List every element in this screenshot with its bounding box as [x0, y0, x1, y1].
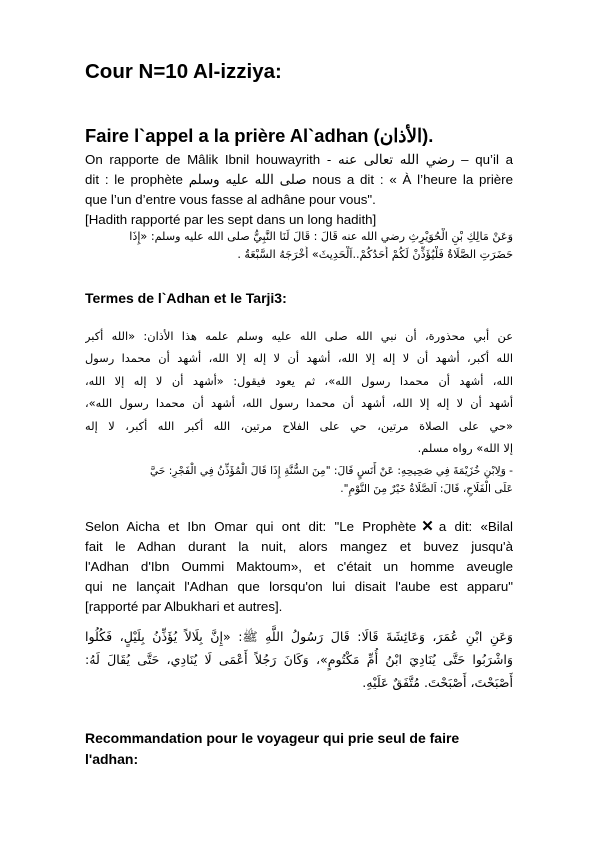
arabic-line: - وَلِابْنِ خُزَيْمَةَ فِي صَحِيحِهِ: عَنْ أَنَسٍ قَالَ: "مِنَ السُّنَّةِ إِذَا قَالَ الْمُؤَذِّنُ فِي الْفَجْرِ: حَيَّ: [149, 465, 513, 477]
arabic-line: الله أكبر، أشهد أن لا إله إلا الله، أشهد أن لا إله إلا الله، أشهد أن محمدا رسول: [85, 351, 513, 366]
arabic-line: أَصْبَحْتَ، أَصْبَحْتَ. مُتَّفَقٌ عَلَيْهِ.: [362, 675, 513, 690]
arabic-hadith-bilal: [85, 625, 513, 694]
section-heading-termes: Termes de l`Adhan et le Tarji3:: [85, 290, 287, 306]
arabic-ibn-khuzayma-note: [85, 462, 513, 498]
arabic-line: إلا الله» رواه مسلم.: [417, 440, 513, 455]
text-line: On rapporte de Mâlik Ibnil houwayrith - رضي الله تعالى عنه – qu’il a: [85, 152, 513, 167]
text-segment: a dit: «Bilal: [438, 519, 513, 534]
arabic-line: وَاشْرَبُوا حَتَّى يُنَادِيَ ابْنُ أُمِّ مَكْتُومٍ»، وَكَانَ رَجُلاً أَعْمَى لَا يُنَادِي، حَتَّى يُقَالَ لَهُ:: [85, 652, 513, 667]
text-line: que l’un d’entre vous fasse al adhâne pour vous".: [85, 192, 376, 207]
arabic-line: أشهد أن لا إله إلا الله، أشهد أن محمدا رسول الله، أشهد أن محمدا رسول الله»،: [85, 396, 513, 411]
arabic-line: عَلَى الْفَلَاحِ، قَالَ: اَلصَّلَاةُ خَيْرٌ مِنَ النَّوْمِ".: [340, 483, 513, 495]
cross-icon: ✕: [421, 518, 434, 535]
arabic-adhan-text: [85, 325, 513, 459]
arabic-line: حَضَرَتِ الصَّلَاةُ فَلْيُؤَذِّنْ لَكُمْ أَحَدُكُمْ..اَلْحَدِيثَ» أَخْرَجَهُ السَّبْعَةُ .: [237, 248, 513, 261]
text-line: fait le Adhan durant la nuit, alors mangez et buvez jusqu'à: [85, 539, 513, 554]
arabic-line: عن أبي محذورة، أن نبي الله صلى الله عليه وسلم علمه هذا الأذان: «الله أكبر: [85, 329, 513, 343]
arabic-line: وَعَنْ مَالِكِ بْنِ الْحُوَيْرِثِ رضي الله عنه قَالَ : قَالَ لَنَا النَّبِيُّ صلى الله عليه وسلم: «إِذَا: [129, 230, 513, 243]
mallik-hadith-paragraph: [85, 150, 513, 230]
text-line: l'Adhan d'Ibn Oummi Maktoum», et c'était un homme aveugle: [85, 559, 513, 574]
arabic-line: وَعَنِ ابْنِ عُمَرَ، وَعَائِشَةَ قَالَا: قَالَ رَسُولُ اللَّهِ ﷺ: «إِنَّ بِلَالاً يُؤَذِّنُ بِلَيْلٍ، فَكُلُوا: [85, 629, 513, 644]
text-line: [85, 517, 513, 537]
aicha-ibn-omar-paragraph: [85, 517, 513, 617]
page-title: Cour N=10 Al-izziya:: [85, 60, 282, 83]
text-line: qui ne lançait l'Adhan que lorsqu'on lui disait l'aube est apparu": [85, 579, 513, 594]
text-line: [Hadith rapporté par les sept dans un long hadith]: [85, 212, 377, 227]
arabic-line: الله، أشهد أن محمدا رسول الله»، ثم يعود فيقول: «أشهد أن لا إله إلا الله،: [85, 373, 513, 388]
arabic-hadith-mallik: [85, 228, 513, 264]
text-line: dit : le prophète صلى الله عليه وسلم nous a dit : « À l’heure la prière: [85, 172, 513, 187]
text-segment: Selon Aicha et Ibn Omar qui ont dit: "Le Prophète: [85, 519, 417, 534]
section-heading-recommandation: Recommandation pour le voyageur qui prie seul de faire l'adhan:: [85, 730, 460, 767]
section-heading-adhan: Faire l`appel a la prière Al`adhan (الأذان).: [85, 125, 434, 146]
text-line: [rapporté par Albukhari et autres].: [85, 599, 283, 614]
arabic-line: «حي على الصلاة مرتين، حي على الفلاح مرتين، الله أكبر الله أكبر، لا إله: [85, 418, 513, 433]
